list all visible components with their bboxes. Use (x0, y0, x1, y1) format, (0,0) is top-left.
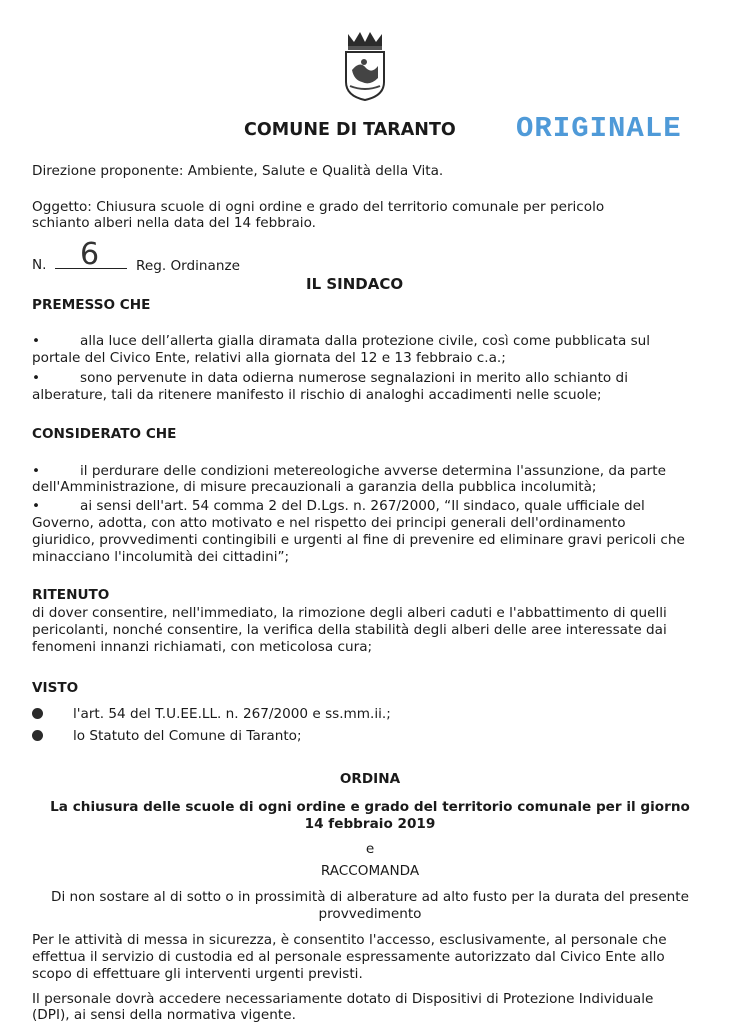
final-p1-line-3: scopo di effettuare gli interventi urgenti previsti. (32, 966, 363, 982)
ritenuto-line-1: di dover consentire, nell'immediato, la rimozione degli alberi caduti e l'abbattimento di quelli (32, 605, 667, 621)
final-p1-line-2: effettua il servizio di custodia ed al personale espressamente autorizzato dal Civico Ente allo (32, 949, 665, 965)
considerato-item-1-line-1: • il perdurare delle condizioni metereologiche avverse determina l'assunzione, da parte (32, 463, 666, 479)
visto-item-2: lo Statuto del Comune di Taranto; (32, 727, 302, 745)
bullet: • (32, 370, 41, 386)
premesso-item-2-line-1: • sono pervenute in data odierna numerose segnalazioni in merito allo schianto di (32, 370, 628, 386)
considerato-item-2-line-3: giuridico, provvedimenti contingibili e urgenti al fine di prevenire ed eliminare gravi pericoli che (32, 532, 685, 548)
direzione-line: Direzione proponente: Ambiente, Salute e Qualità della Vita. (32, 163, 444, 179)
final-p1-line-1: Per le attività di messa in sicurezza, è consentito l'accesso, esclusivamente, al personale che (32, 932, 667, 948)
sindaco-heading: IL SINDACO (306, 275, 404, 293)
reg-label: Reg. Ordinanze (136, 258, 240, 274)
oggetto-line-1: Oggetto: Chiusura scuole di ogni ordine e grado del territorio comunale per pericolo (32, 199, 605, 215)
premesso-item-2-line-2: alberature, tali da ritenere manifesto il rischio di analoghi accadimenti nelle scuole; (32, 387, 602, 403)
ritenuto-line-2: pericolanti, nonché consentire, la verifica della stabilità degli alberi delle aree interessate dai (32, 622, 667, 638)
final-p2-line-2: (DPI), ai sensi della normativa vigente. (32, 1007, 296, 1023)
bullet: • (32, 498, 41, 514)
bullet: • (32, 463, 41, 479)
ordina-line-2: 14 febbraio 2019 (304, 816, 436, 832)
ordinance-number: 6 (80, 237, 100, 272)
visto-heading: VISTO (32, 680, 79, 696)
city-crest-icon (340, 30, 390, 102)
visto-item-1: l'art. 54 del T.U.EE.LL. n. 267/2000 e ss.mm.ii.; (32, 705, 391, 723)
e-conjunction: e (365, 841, 375, 857)
document-title: COMUNE DI TARANTO (244, 120, 456, 140)
list-bullet-icon (32, 708, 43, 719)
raccomanda-heading: RACCOMANDA (320, 863, 420, 879)
bullet: • (32, 333, 41, 349)
ordina-heading: ORDINA (339, 771, 401, 787)
list-bullet-icon (32, 730, 43, 741)
considerato-item-2-line-1: • ai sensi dell'art. 54 comma 2 del D.Lgs. n. 267/2000, “Il sindaco, quale ufficiale del (32, 498, 645, 514)
raccomanda-line-1: Di non sostare al di sotto o in prossimità di alberature ad alto fusto per la durata del presente (50, 889, 689, 905)
considerato-item-1-line-2: dell'Amministrazione, di misure precauzionali a garanzia della pubblica incolumità; (32, 479, 597, 495)
considerato-heading: CONSIDERATO CHE (32, 426, 177, 442)
n-label: N. (32, 257, 47, 273)
final-p2-line-1: Il personale dovrà accedere necessariamente dotato di Dispositivi di Protezione Individuale (32, 991, 654, 1007)
oggetto-line-2: schianto alberi nella data del 14 febbraio. (32, 215, 316, 231)
considerato-item-2-line-4: minacciano l'incolumità dei cittadini”; (32, 549, 290, 565)
raccomanda-line-2: provvedimento (318, 906, 422, 922)
considerato-item-2-line-2: Governo, adotta, con atto motivato e nel rispetto dei principi generali dell'ordinamento (32, 515, 626, 531)
premesso-item-1-line-2: portale del Civico Ente, relativi alla giornata del 12 e 13 febbraio c.a.; (32, 350, 506, 366)
original-stamp: ORIGINALE (516, 112, 682, 145)
ordina-line-1: La chiusura delle scuole di ogni ordine e grado del territorio comunale per il giorno (50, 799, 690, 815)
ritenuto-heading: RITENUTO (32, 587, 110, 603)
ritenuto-line-3: fenomeni innanzi richiamati, con meticolosa cura; (32, 639, 373, 655)
premesso-heading: PREMESSO CHE (32, 297, 151, 313)
premesso-item-1-line-1: • alla luce dell’allerta gialla diramata dalla protezione civile, così come pubblicata sul (32, 333, 651, 349)
